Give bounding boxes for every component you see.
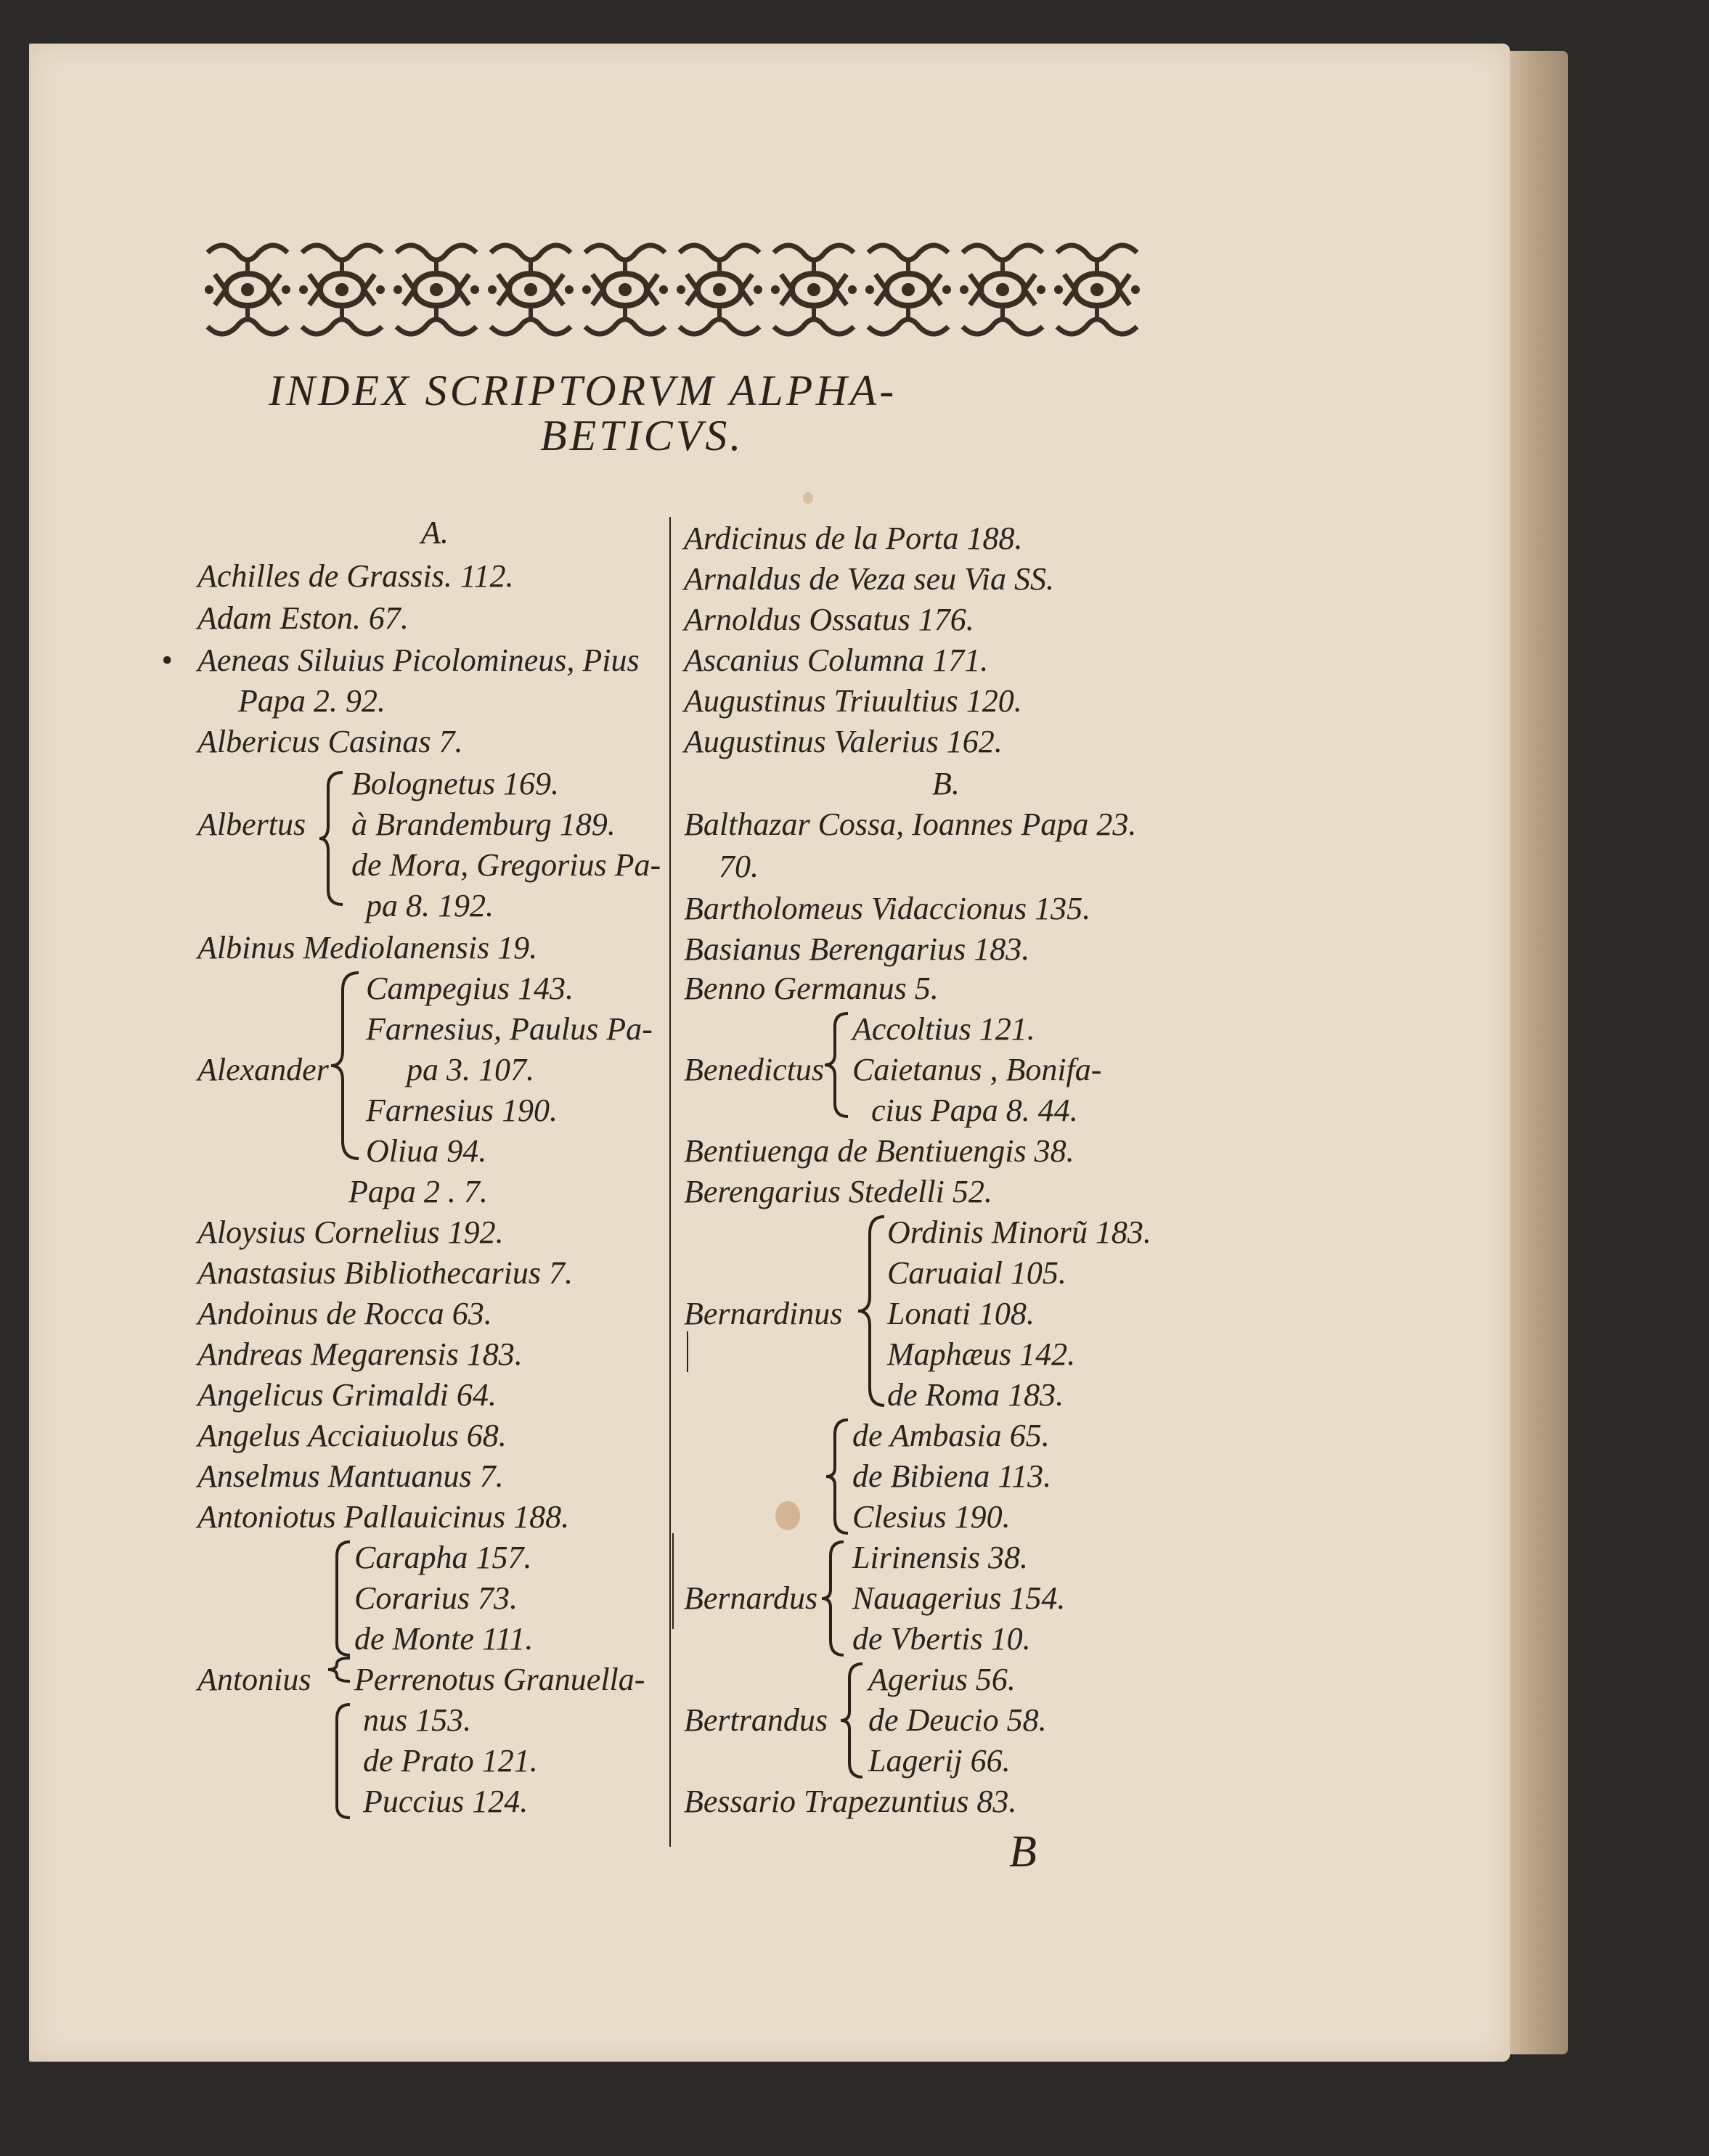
sub-entry: Accoltius 121.: [852, 1011, 1035, 1047]
sub-entry: Lagerij 66.: [868, 1743, 1011, 1779]
sub-entry: Perrenotus Granuella-: [354, 1662, 645, 1697]
brace: [819, 1539, 848, 1658]
index-entry: 70.: [719, 849, 759, 884]
index-entry: Albinus Mediolanensis 19.: [197, 930, 538, 965]
index-entry: Adam Eston. 67.: [197, 600, 409, 636]
bullet-mark: •: [161, 642, 173, 678]
index-entry: Antoniotus Pallauicinus 188.: [197, 1499, 570, 1535]
sub-entry: pa 3. 107.: [407, 1052, 534, 1087]
brace: [823, 1010, 852, 1119]
index-entry: Achilles de Grassis. 112.: [197, 558, 514, 594]
index-entry: Basianus Berengarius 183.: [684, 931, 1030, 967]
column-divider: [669, 517, 671, 1847]
index-entry: Balthazar Cossa, Ioannes Papa 23.: [684, 807, 1137, 842]
connector-line: [687, 1331, 688, 1372]
group-head-benedictus: Benedictus: [684, 1052, 825, 1087]
sub-entry: de Bibiena 113.: [852, 1458, 1052, 1494]
section-letter-a: A.: [421, 515, 449, 550]
index-entry: Albericus Casinas 7.: [197, 724, 463, 759]
sub-entry: pa 8. 192.: [366, 888, 494, 923]
brace: [855, 1214, 889, 1408]
sub-entry: Caruaial 105.: [887, 1255, 1066, 1291]
sub-entry: Corarius 73.: [354, 1580, 518, 1616]
sub-entry: de Monte 111.: [354, 1621, 534, 1657]
paper-stain: [775, 1501, 800, 1530]
index-entry: Bessario Trapezuntius 83.: [684, 1784, 1017, 1819]
catchword: B: [1009, 1827, 1037, 1877]
brace: [325, 1702, 354, 1821]
page-title-line-1: INDEX SCRIPTORVM ALPHA-: [269, 367, 897, 415]
sub-entry: de Vbertis 10.: [852, 1621, 1031, 1657]
index-entry: Benno Germanus 5.: [684, 971, 939, 1006]
index-entry: Berengarius Stedelli 52.: [684, 1174, 992, 1209]
index-entry: Augustinus Valerius 162.: [684, 724, 1003, 759]
page-edges: [1510, 51, 1568, 2054]
index-entry: Angelicus Grimaldi 64.: [197, 1377, 497, 1413]
index-entry: Anastasius Bibliothecarius 7.: [197, 1255, 573, 1291]
sub-entry: de Deucio 58.: [868, 1702, 1047, 1738]
index-entry: Papa 2 . 7.: [348, 1174, 488, 1209]
index-entry: Bartholomeus Vidaccionus 135.: [684, 891, 1091, 926]
sub-entry: Puccius 124.: [363, 1784, 529, 1819]
sub-entry: Carapha 157.: [354, 1540, 532, 1575]
index-entry: Papa 2. 92.: [238, 683, 386, 719]
sub-entry: Lonati 108.: [887, 1296, 1035, 1331]
index-entry: Andreas Megarensis 183.: [197, 1336, 523, 1372]
sub-entry: Farnesius, Paulus Pa-: [366, 1011, 653, 1047]
brace: [823, 1417, 852, 1536]
sub-entry: Agerius 56.: [868, 1662, 1016, 1697]
index-entry: Andoinus de Rocca 63.: [197, 1296, 492, 1331]
brace: [325, 1539, 354, 1658]
sub-entry: Ordinis Minorũ 183.: [887, 1214, 1151, 1250]
sub-entry: Lirinensis 38.: [852, 1540, 1029, 1575]
index-entry: Ardicinus de la Porta 188.: [684, 520, 1023, 556]
sub-entry: Bolognetus 169.: [351, 766, 559, 801]
paper-stain: [803, 492, 813, 504]
sub-entry: nus 153.: [363, 1702, 472, 1738]
sub-entry: de Mora, Gregorius Pa-: [351, 847, 661, 883]
index-entry: Aeneas Siluius Picolomineus, Pius: [197, 642, 640, 678]
index-entry: Anselmus Mantuanus 7.: [197, 1458, 504, 1494]
brace: [325, 1655, 354, 1684]
index-entry: Angelus Acciaiuolus 68.: [197, 1418, 507, 1453]
brace: [318, 769, 347, 907]
page-title-line-2: BETICVS.: [540, 412, 744, 460]
index-entry: Bentiuenga de Bentiuengis 38.: [684, 1133, 1074, 1169]
sub-entry: de Roma 183.: [887, 1377, 1064, 1413]
index-entry: Augustinus Triuultius 120.: [684, 683, 1022, 719]
sub-entry: Farnesius 190.: [366, 1093, 558, 1128]
group-head-bernardinus: Bernardinus: [684, 1296, 843, 1331]
sub-entry: Maphæus 142.: [887, 1336, 1076, 1372]
index-entry: Ascanius Columna 171.: [684, 642, 989, 678]
section-letter-b: B.: [932, 766, 960, 801]
index-entry: Aloysius Cornelius 192.: [197, 1214, 504, 1250]
sub-entry: de Ambasia 65.: [852, 1418, 1050, 1453]
sub-entry: Nauagerius 154.: [852, 1580, 1066, 1616]
sub-entry: Oliua 94.: [366, 1133, 487, 1169]
brace: [838, 1661, 867, 1780]
brace: [328, 970, 363, 1161]
column-marker-line: [672, 1533, 674, 1629]
sub-entry: cius Papa 8. 44.: [871, 1093, 1078, 1128]
ornamental-headpiece: [200, 238, 1144, 341]
group-head-bertrandus: Bertrandus: [684, 1702, 828, 1738]
sub-entry: Campegius 143.: [366, 971, 574, 1006]
group-head-antonius: Antonius: [197, 1662, 311, 1697]
index-entry: Arnaldus de Veza seu Via SS.: [684, 561, 1055, 597]
index-entry: Arnoldus Ossatus 176.: [684, 602, 974, 637]
sub-entry: Caietanus , Bonifa-: [852, 1052, 1102, 1087]
sub-entry: Clesius 190.: [852, 1499, 1011, 1535]
group-head-albertus: Albertus: [197, 807, 306, 842]
sub-entry: à Brandemburg 189.: [351, 807, 616, 842]
group-head-bernardus: Bernardus: [684, 1580, 818, 1616]
sub-entry: de Prato 121.: [363, 1743, 538, 1779]
group-head-alexander: Alexander: [197, 1052, 329, 1087]
